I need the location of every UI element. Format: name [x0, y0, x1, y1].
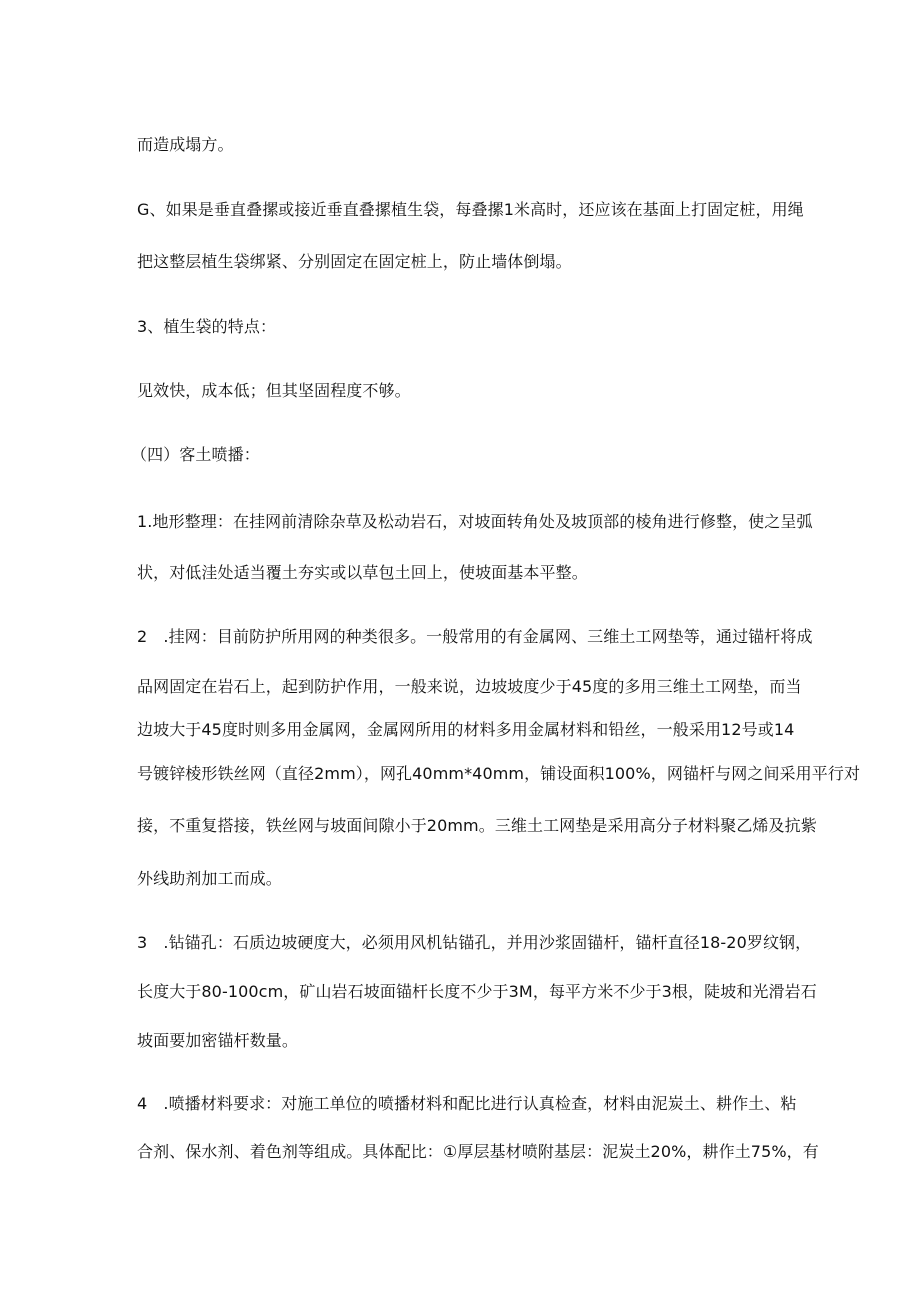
- text-line-18: 4 .喷播材料要求：对施工单位的喷播材料和配比进行认真检查，材料由泥炭土、耕作土、粘: [137, 1094, 797, 1113]
- text-line-11: 边坡大于45度时则多用金属网，金属网所用的材料多用金属材料和铅丝，一般采用12号或14: [137, 720, 795, 739]
- text-line-9: 2 .挂网：目前防护所用网的种类很多。一般常用的有金属网、三维土工网垫等，通过锚杆将成: [137, 627, 813, 646]
- section-heading-3: 3、植生袋的特点：: [137, 317, 277, 336]
- text-line-10: 品网固定在岩石上，起到防护作用，一般来说，边坡坡度少于45度的多用三维土工网垫，而当: [137, 677, 802, 696]
- text-line-16: 长度大于80-100cm，矿山岩石坡面锚杆长度不少于3M，每平方米不少于3根，陡坡和光滑岩石: [137, 982, 817, 1001]
- text-line-7: 1.地形整理：在挂网前清除杂草及松动岩石，对坡面转角处及坡顶部的棱角进行修整，使之呈弧: [137, 512, 813, 531]
- text-line-3: 把这整层植生袋绑紧、分别固定在固定桩上，防止墙体倒塌。: [137, 252, 572, 271]
- text-line-13: 接，不重复搭接，铁丝网与坡面间隙小于20mm。三维土工网垫是采用高分子材料聚乙烯及抗紫: [137, 816, 817, 835]
- text-line-14: 外线助剂加工而成。: [137, 869, 282, 888]
- text-line-15: 3 .钻锚孔：石质边坡硬度大，必须用风机钻锚孔，并用沙浆固锚杆，锚杆直径18-20罗纹钢，: [137, 933, 812, 952]
- text-line-19: 合剂、保水剂、着色剂等组成。具体配比：①厚层基材喷附基层：泥炭土20%，耕作土75%，有: [137, 1142, 819, 1161]
- text-line-5: 见效快，成本低；但其坚固程度不够。: [137, 381, 411, 400]
- text-line-17: 坡面要加密锚杆数量。: [137, 1031, 299, 1050]
- section-heading-4: （四）客土喷播：: [131, 445, 260, 464]
- text-line-12: 号镀锌棱形铁丝网（直径2mm），网孔40mm*40mm，铺设面积100%，网锚杆与网之间采用平行对: [137, 764, 861, 783]
- text-line-8: 状，对低洼处适当覆土夯实或以草包土回上，使坡面基本平整。: [137, 563, 588, 582]
- text-line-2: G、如果是垂直叠摞或接近垂直叠摞植生袋，每叠摞1米高时，还应该在基面上打固定桩，用绳: [137, 200, 804, 219]
- text-line-1: 而造成塌方。: [137, 135, 234, 154]
